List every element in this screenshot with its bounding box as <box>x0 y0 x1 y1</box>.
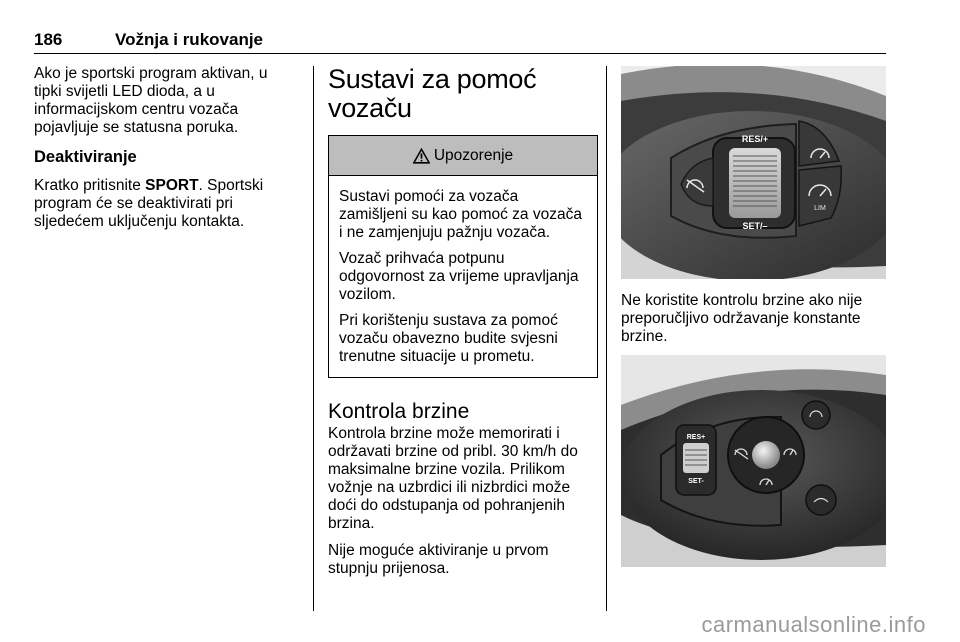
column-right <box>621 292 886 355</box>
res-label: RES+ <box>686 434 706 441</box>
set-minus-label: SET/– <box>742 221 768 231</box>
warning-paragraph: Vozač prihvaća potpunu odgovornost za vrijeme upravljanja vozilom. <box>339 250 579 303</box>
caption-paragraph: Ne koristite kontrolu brzine ako nije preporučljivo održavanje konstante brzine. <box>621 292 863 345</box>
steering-wheel-photo-2 <box>621 355 886 567</box>
warning-heading: Upozorenje <box>433 146 514 164</box>
page-number: 186 <box>34 30 63 49</box>
section-title: Vožnja i rukovanje <box>115 30 264 49</box>
intro-paragraph: Ako je sportski program aktivan, u tipki svijetli LED dioda, a u informacijskom centru vozača pojavljuje se statusna poruka. <box>34 65 268 136</box>
watermark-text: carmanualsonline.info <box>701 612 926 637</box>
subtitle-cruise-control: Kontrola brzine <box>328 400 470 423</box>
chapter-title: Sustavi za pomoć vozaču <box>328 64 537 123</box>
warning-paragraph: Pri korištenju sustava za pomoć vozaču obavezno budite svjesni trenutne situacije u prometu. <box>339 312 558 365</box>
steering-wheel-photo-1 <box>621 66 886 279</box>
warning-paragraph: Sustavi pomoći za vozača zamišljeni su kao pomoć za vozača i ne zamjenjuju pažnju vozača. <box>339 188 582 241</box>
page-header <box>34 30 886 54</box>
subheading-deactivation: Deaktiviranje <box>34 148 137 166</box>
res-plus-label: RES/+ <box>741 134 769 144</box>
lim-label: LIM <box>814 205 826 212</box>
column-divider <box>313 66 314 611</box>
column-middle <box>328 65 598 587</box>
sport-button-text: SPORT <box>145 177 199 194</box>
column-left <box>34 65 296 240</box>
warning-box <box>328 135 598 378</box>
column-divider <box>606 66 607 611</box>
deactivation-paragraph: Kratko pritisnite SPORT. Sportski program će se deaktivirati pri sljedećem uključenju kontakta. <box>34 177 264 230</box>
cruise-paragraph: Nije moguće aktiviranje u prvom stupnju prijenosa. <box>328 542 549 577</box>
warning-triangle-icon <box>413 148 430 164</box>
warning-header <box>329 136 597 176</box>
warning-body <box>329 176 597 377</box>
cruise-paragraph: Kontrola brzine može memorirati i održavati brzine od pribl. 30 km/h do maksimalne brzine vozila. Prilikom vožnje na uzbrdici ili nizbrdici može doći do odstupanja od pohranjenih brzina. <box>328 425 578 532</box>
set-label: SET- <box>688 478 704 485</box>
